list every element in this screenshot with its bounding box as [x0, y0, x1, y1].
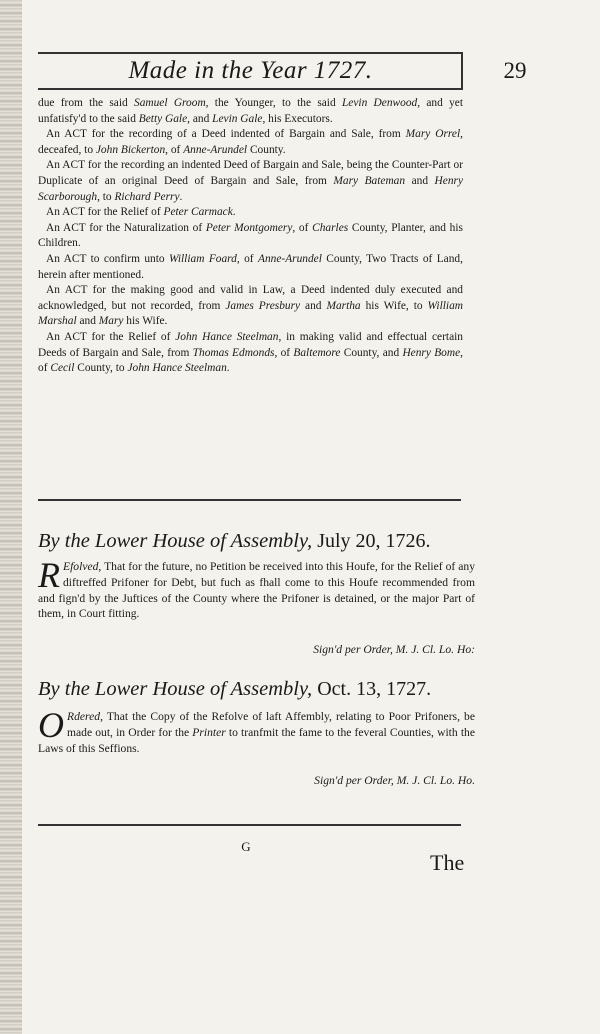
- header-rule: [38, 88, 461, 90]
- italic-name: Martha: [326, 299, 361, 312]
- text-run: County, to: [74, 362, 128, 375]
- italic-name: John Hance Steelman: [175, 330, 279, 343]
- act-paragraph: [38, 221, 463, 252]
- text-run: , of: [38, 346, 463, 375]
- italic-name: William Foard: [168, 252, 237, 265]
- italic-name: Levin Denwood: [341, 97, 418, 109]
- heading-text: By the Lower House of Assembly,: [38, 530, 313, 552]
- text-run: , of: [274, 346, 294, 359]
- italic-name: Henry Scarborough: [38, 174, 463, 203]
- text-run: , in making valid and effectual certain Deeds of Bargain and Sale, from: [38, 330, 463, 359]
- signature-line: Sign'd per Order, M. J. Cl. Lo. Ho:: [313, 643, 475, 656]
- italic-name: Mary Bateman: [333, 174, 406, 187]
- text-run: , of: [165, 143, 184, 156]
- italic-name: William Marshal: [38, 299, 463, 328]
- italic-name: Thomas Edmonds: [192, 346, 275, 359]
- text-run: An ACT for the recording an indented Deed of Bargain and Sale, being the Counter-Part or Duplicate of an original Deed of Bargain and Sale, from: [38, 159, 463, 187]
- italic-name: Anne-Arundel: [183, 143, 248, 156]
- text-run: County, and: [340, 346, 403, 359]
- text-run: County, Planter, and his Children.: [38, 221, 463, 250]
- heading-date: July 20, 1726.: [317, 530, 431, 552]
- resolution-text: [38, 705, 475, 755]
- italic-name: Mary: [98, 315, 124, 328]
- italic-name: Richard Perry: [114, 190, 180, 203]
- section-rule: [38, 824, 461, 826]
- text-run: , and: [187, 112, 213, 125]
- italic-name: Mary Orrel: [405, 128, 461, 141]
- text-run: County.: [247, 143, 286, 156]
- italic-name: Efolved: [63, 560, 99, 573]
- catchword: The: [430, 850, 465, 875]
- act-paragraph: [38, 158, 463, 205]
- text-run: , and yet unfatisfy'd to the said: [38, 97, 463, 125]
- resolution-text: [38, 555, 475, 621]
- text-run: An ACT for the Relief of: [46, 206, 164, 219]
- running-head: Made in the Year 1727.: [128, 57, 373, 84]
- text-run: and: [76, 315, 99, 328]
- act-paragraph: [38, 127, 463, 158]
- italic-name: Levin Gale: [212, 112, 263, 125]
- italic-name: Printer: [192, 725, 226, 739]
- italic-name: Charles: [312, 221, 349, 234]
- text-run: and: [405, 174, 435, 187]
- text-run: An ACT for the Relief of: [46, 330, 176, 343]
- act-paragraph: [38, 330, 463, 377]
- text-run: his Wife.: [123, 315, 168, 328]
- italic-name: Samuel Groom: [134, 97, 206, 109]
- section-rule: [38, 499, 461, 501]
- text-run: and: [300, 299, 327, 312]
- text-run: An ACT to confirm unto: [46, 252, 169, 265]
- italic-name: James Presbury: [225, 299, 301, 312]
- page-number: 29: [503, 58, 527, 83]
- italic-name: Betty Gale: [138, 112, 188, 125]
- resolution-heading: [38, 676, 431, 702]
- resolution-heading: [38, 528, 431, 554]
- text-run: An ACT for the recording of a Deed indented of Bargain and Sale, from: [46, 128, 406, 141]
- italic-name: John Bickerton: [95, 143, 166, 156]
- act-paragraph: [38, 205, 463, 221]
- act-paragraph: [38, 96, 463, 127]
- italic-name: Cecil: [50, 362, 75, 375]
- resolution-body: [38, 705, 475, 756]
- text-run: .: [232, 206, 236, 219]
- italic-name: John Hance Steelman: [127, 362, 227, 375]
- heading-date: Oct. 13, 1727.: [317, 678, 432, 700]
- text-run: , That the Copy of the Refolve of laft Affembly, relating to Poor Prifoners, be made out, in Order for the: [67, 710, 475, 739]
- resolution-body: [38, 555, 475, 622]
- text-run: , of: [292, 221, 313, 234]
- text-run: .: [179, 190, 183, 203]
- signature-mark: G: [241, 839, 251, 854]
- header-divider: [461, 52, 463, 90]
- text-run: , his Executors.: [262, 112, 333, 125]
- text-run: , to: [97, 190, 115, 203]
- italic-name: Peter Carmack: [163, 206, 233, 219]
- italic-name: Henry Bome: [402, 346, 461, 359]
- drop-cap: O: [38, 705, 64, 745]
- signature-line: Sign'd per Order, M. J. Cl. Lo. Ho.: [314, 774, 475, 787]
- heading-text: By the Lower House of Assembly,: [38, 678, 313, 700]
- acts-list: [38, 96, 463, 377]
- text-run: , deceafed, to: [38, 128, 463, 156]
- text-run: , of: [236, 252, 258, 265]
- act-paragraph: [38, 283, 463, 330]
- text-run: , That for the future, no Petition be received into this Houfe, for the Relief of any diftreffed Prifoner for Debt, but fuch as fhall come to this Houfe recommended from and fign'd by the Juftices of the County where the Prifoner is detained, or the major Part of them, in Court fitting.: [38, 560, 475, 621]
- text-run: to tranfmit the fame to the feveral Counties, with the Laws of this Seffions.: [38, 725, 475, 755]
- text-run: , the Younger, to the said: [205, 97, 342, 109]
- binding-edge: [0, 0, 22, 1034]
- text-run: his Wife, to: [360, 299, 428, 312]
- italic-name: Peter Montgomery: [205, 221, 293, 234]
- text-run: An ACT for the Naturalization of: [46, 221, 206, 234]
- italic-name: Anne-Arundel: [258, 252, 322, 265]
- italic-name: Rdered: [67, 710, 101, 723]
- text-run: .: [226, 362, 230, 375]
- text-run: due from the said: [38, 97, 134, 109]
- text-run: County, Two Tracts of Land, herein after mentioned.: [38, 252, 463, 281]
- text-run: An ACT for the making good and valid in Law, a Deed indented duly executed and acknowledged, but not recorded, from: [38, 284, 463, 312]
- drop-cap: R: [38, 555, 60, 595]
- act-paragraph: [38, 252, 463, 283]
- italic-name: Baltemore: [293, 346, 341, 359]
